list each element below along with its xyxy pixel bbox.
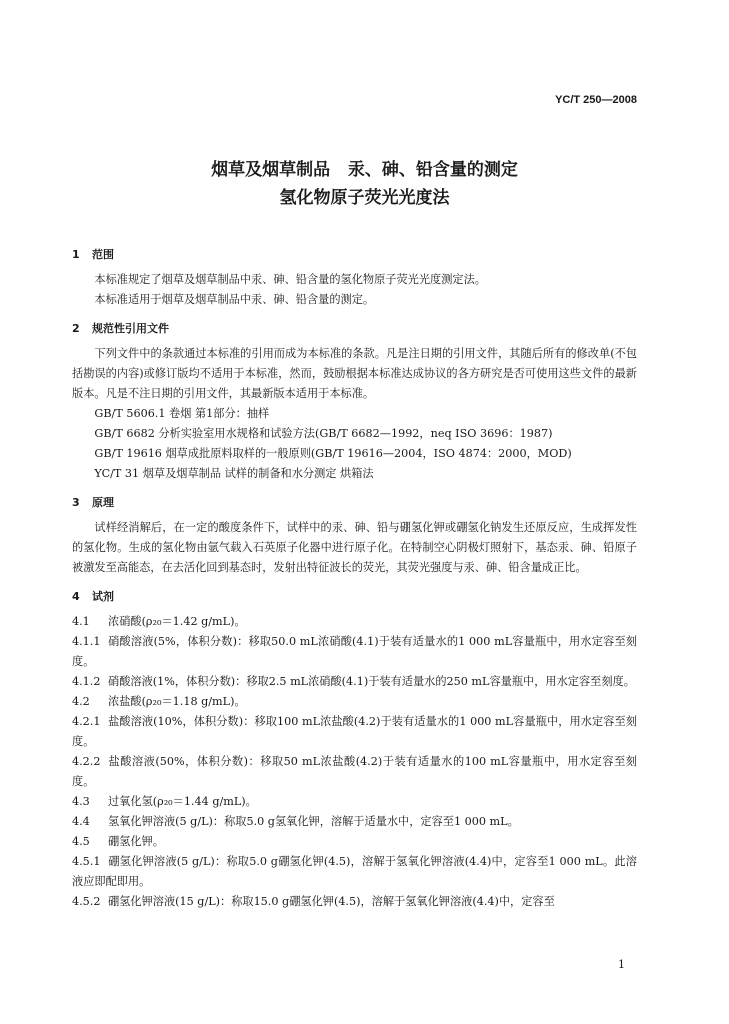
item-text: 硼氢化钾溶液(5 g/L)：称取5.0 g硼氢化钾(4.5)，溶解于氢氧化钾溶液(4.4)中，定容至1 000 mL。此溶液应即配即用。 (72, 855, 637, 888)
item-text: 硝酸溶液(1%，体积分数)：移取2.5 mL浓硝酸(4.1)于装有适量水的250 mL容量瓶中，用水定容至刻度。 (108, 675, 635, 688)
item-number: 4.3 (72, 795, 90, 808)
reagent-item (72, 832, 637, 852)
item-number: 4.2.1 (72, 715, 101, 728)
item-text: 过氧化氢(ρ₂₀＝1.44 g/mL)。 (108, 795, 257, 808)
item-number: 4.1.1 (72, 635, 101, 648)
paragraph: 试样经消解后，在一定的酸度条件下，试样中的汞、砷、铅与硼氢化钾或硼氢化钠发生还原反应，生成挥发性的氢化物。生成的氢化物由氩气载入石英原子化器中进行原子化。在特制空心阴极灯照射下，基态汞、砷、铅原子被激发至高能态，在去活化回到基态时，发射出特征波长的荧光，其荧光强度与汞、砷、铅含量成正比。 (72, 521, 637, 574)
document-title (0, 156, 729, 212)
item-number: 4.4 (72, 815, 90, 828)
reagent-item (72, 692, 637, 712)
title-line-1: 烟草及烟草制品 汞、砷、铅含量的测定 (211, 160, 518, 180)
item-number: 4.1 (72, 615, 90, 628)
reagent-item (72, 892, 637, 912)
section-2-heading (72, 318, 637, 340)
paragraph: 本标准适用于烟草及烟草制品中汞、砷、铅含量的测定。 (94, 293, 375, 306)
reagent-item (72, 792, 637, 812)
item-text: 硼氢化钾溶液(15 g/L)：称取15.0 g硼氢化钾(4.5)，溶解于氢氧化钾溶液(4.4)中，定容至 (108, 895, 555, 908)
section-title: 范围 (92, 248, 114, 261)
reagent-item (72, 812, 637, 832)
document-code: YC/T 250—2008 (555, 94, 637, 106)
title-line-2: 氢化物原子荧光光度法 (279, 188, 450, 208)
reagent-item (72, 632, 637, 672)
item-text: 盐酸溶液(10%，体积分数)：移取100 mL浓盐酸(4.2)于装有适量水的1 000 mL容量瓶中，用水定容至刻度。 (72, 715, 637, 748)
section-number: 4 (72, 590, 80, 603)
reference-item: YC/T 31 烟草及烟草制品 试样的制备和水分测定 烘箱法 (94, 467, 374, 480)
item-number: 4.2.2 (72, 755, 101, 768)
reagent-item (72, 672, 637, 692)
section-number: 1 (72, 248, 80, 261)
reference-item: GB/T 5606.1 卷烟 第1部分：抽样 (94, 407, 270, 420)
item-number: 4.5 (72, 835, 90, 848)
section-title: 原理 (92, 496, 114, 509)
reagent-item (72, 612, 637, 632)
item-number: 4.1.2 (72, 675, 101, 688)
item-text: 硼氢化钾。 (108, 835, 164, 848)
section-title: 规范性引用文件 (92, 322, 169, 335)
item-number: 4.5.1 (72, 855, 101, 868)
section-1-heading (72, 244, 637, 266)
item-number: 4.5.2 (72, 895, 101, 908)
item-text: 氢氧化钾溶液(5 g/L)：称取5.0 g氢氧化钾，溶解于适量水中，定容至1 000 mL。 (108, 815, 519, 828)
section-3-heading (72, 492, 637, 514)
reference-item: GB/T 19616 烟草成批原料取样的一般原则(GB/T 19616—2004，ISO 4874：2000，MOD) (94, 447, 572, 460)
reagent-item (72, 752, 637, 792)
section-number: 3 (72, 496, 80, 509)
reagent-item (72, 852, 637, 892)
item-text: 浓盐酸(ρ₂₀＝1.18 g/mL)。 (108, 695, 246, 708)
section-number: 2 (72, 322, 80, 335)
reagent-item (72, 712, 637, 752)
page-number: 1 (618, 958, 625, 971)
reference-item: GB/T 6682 分析实验室用水规格和试验方法(GB/T 6682—1992，neq ISO 3696：1987) (94, 427, 553, 440)
paragraph: 本标准规定了烟草及烟草制品中汞、砷、铅含量的氢化物原子荧光光度测定法。 (94, 273, 486, 286)
section-4-heading (72, 586, 637, 608)
item-text: 浓硝酸(ρ₂₀＝1.42 g/mL)。 (108, 615, 246, 628)
item-number: 4.2 (72, 695, 90, 708)
item-text: 硝酸溶液(5%，体积分数)：移取50.0 mL浓硝酸(4.1)于装有适量水的1 000 mL容量瓶中，用水定容至刻度。 (72, 635, 637, 668)
document-body (72, 244, 637, 912)
paragraph: 下列文件中的条款通过本标准的引用而成为本标准的条款。凡是注日期的引用文件，其随后所有的修改单(不包括勘误的内容)或修订版均不适用于本标准，然而，鼓励根据本标准达成协议的各方研究是否可使用这些文件的最新版本。凡是不注日期的引用文件，其最新版本适用于本标准。 (72, 347, 637, 400)
item-text: 盐酸溶液(50%，体积分数)：移取50 mL浓盐酸(4.2)于装有适量水的100 mL容量瓶中，用水定容至刻度。 (72, 755, 637, 788)
section-title: 试剂 (92, 590, 114, 603)
